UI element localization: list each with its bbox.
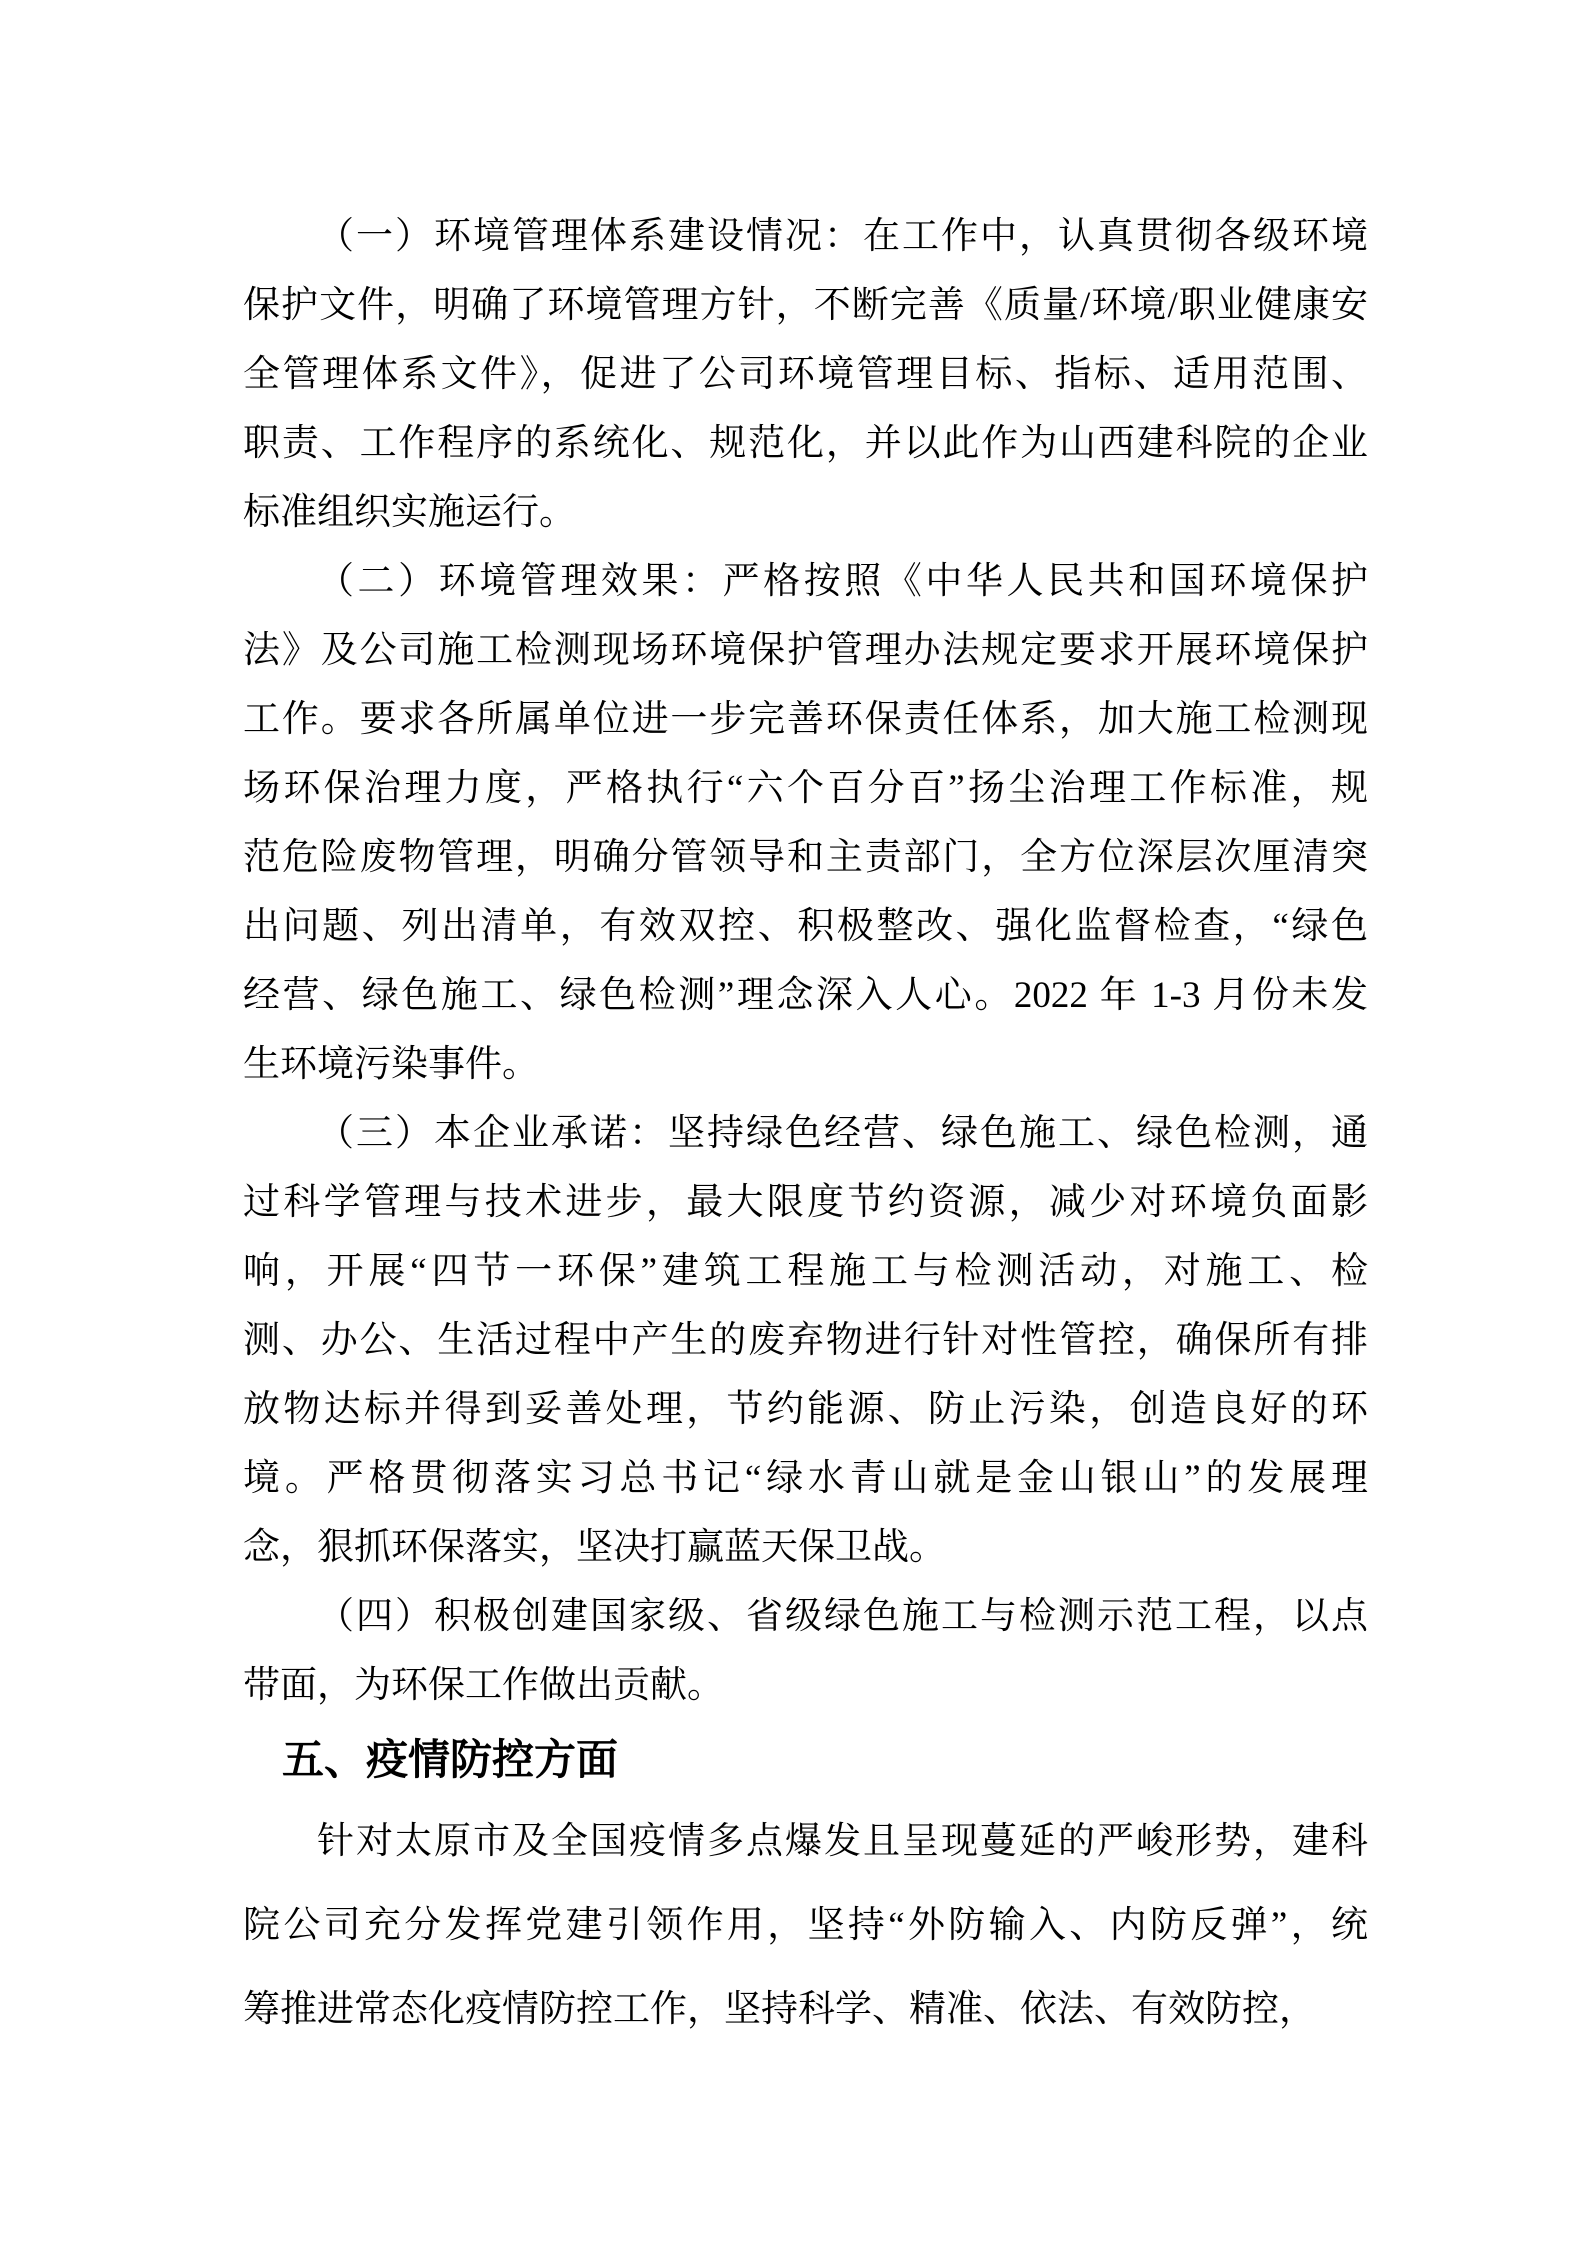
text-line: 场环保治理力度，严格执行“六个百分百”扬尘治理工作标准，规 [243,768,1368,809]
paragraph-enterprise-commitment [243,1099,1368,1582]
text-line: 保护文件，明确了环境管理方针，不断完善《质量/环境/职业健康安 [243,285,1368,326]
text-line: 范危险废物管理，明确分管领导和主责部门，全方位深层次厘清突 [243,837,1368,878]
text-line: 标准组织实施运行。 [243,492,576,533]
text-line: 出问题、列出清单，有效双控、积极整改、强化监督检查，“绿色 [243,906,1368,947]
text-line: 生环境污染事件。 [243,1044,539,1085]
text-line: 工作。要求各所属单位进一步完善环保责任体系，加大施工检测现 [243,699,1368,740]
text-line: 响，开展“四节一环保”建筑工程施工与检测活动，对施工、检 [243,1251,1368,1292]
section-heading-epidemic-prevention: 五、疫情防控方面 [282,1736,619,1783]
text-line: （三）本企业承诺：坚持绿色经营、绿色施工、绿色检测，通 [317,1113,1368,1154]
paragraph-env-management-effect [243,547,1368,1099]
text-line: 全管理体系文件》，促进了公司环境管理目标、指标、适用范围、 [243,354,1368,395]
text-line: 境。严格贯彻落实习总书记“绿水青山就是金山银山”的发展理 [243,1458,1368,1499]
text-line: 筹推进常态化疫情防控工作，坚持科学、精准、依法、有效防控， [243,1989,1316,2030]
text-line: 放物达标并得到妥善处理，节约能源、防止污染，创造良好的环 [243,1389,1368,1430]
text-line: （四）积极创建国家级、省级绿色施工与检测示范工程，以点 [317,1596,1368,1637]
paragraph-demonstration-projects [243,1582,1368,1720]
text-line: 测、办公、生活过程中产生的废弃物进行针对性管控，确保所有排 [243,1320,1368,1361]
text-line: 过科学管理与技术进步，最大限度节约资源，减少对环境负面影 [243,1182,1368,1223]
paragraph-env-management-system [243,202,1368,547]
text-line: （二）环境管理效果：严格按照《中华人民共和国环境保护 [317,561,1368,602]
text-line: 念，狠抓环保落实，坚决打赢蓝天保卫战。 [243,1527,946,1568]
document-content [243,202,1368,2052]
text-line: 经营、绿色施工、绿色检测”理念深入人心。2022 年 1-3 月份未发 [243,975,1368,1016]
text-line: 带面，为环保工作做出贡献。 [243,1665,724,1706]
text-line: 法》及公司施工检测现场环境保护管理办法规定要求开展环境保护 [243,630,1368,671]
text-line: 院公司充分发挥党建引领作用，坚持“外防输入、内防反弹”，统 [243,1905,1368,1946]
text-line: 职责、工作程序的系统化、规范化，并以此作为山西建科院的企业 [243,423,1368,464]
paragraph-epidemic-prevention [243,1800,1368,2052]
text-line: （一）环境管理体系建设情况：在工作中，认真贯彻各级环境 [317,216,1368,257]
text-line: 针对太原市及全国疫情多点爆发且呈现蔓延的严峻形势，建科 [317,1821,1368,1862]
